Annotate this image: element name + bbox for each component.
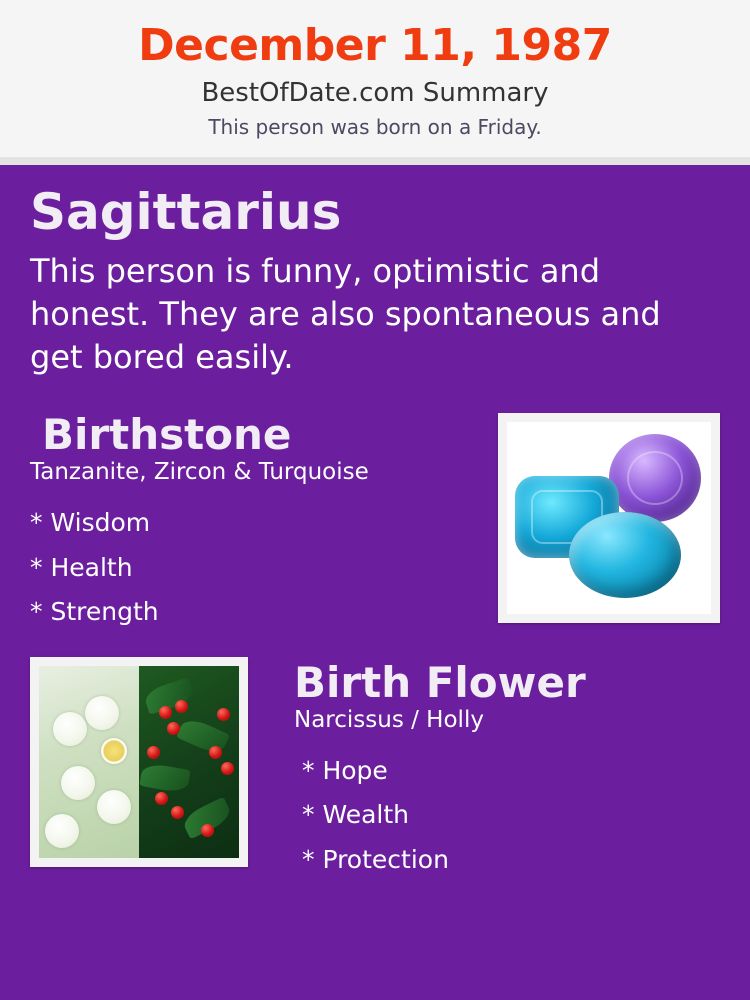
- birth-flower-title: Birth Flower: [294, 657, 586, 707]
- holly-berry: [175, 700, 188, 713]
- gemstones-illustration: [507, 422, 711, 614]
- holly-photo-half: [139, 666, 239, 858]
- birthstone-title: Birthstone: [42, 410, 292, 460]
- flower-petal: [85, 696, 119, 730]
- birth-flower-text: [270, 657, 720, 883]
- holly-berry: [201, 824, 214, 837]
- flower-center: [101, 738, 127, 764]
- birth-flower-names: Narcissus / Holly: [294, 706, 484, 733]
- round-gem-shape: [609, 434, 701, 522]
- holly-berry: [209, 746, 222, 759]
- flower-petal: [45, 814, 79, 848]
- holly-berry: [147, 746, 160, 759]
- list-item: * Wisdom: [30, 508, 151, 538]
- list-item: * Protection: [302, 844, 449, 874]
- born-day-note: This person was born on a Friday.: [208, 114, 542, 139]
- birth-flower-section: [30, 657, 720, 883]
- flower-petal: [53, 712, 87, 746]
- header: [0, 0, 750, 157]
- holly-berry: [221, 762, 234, 775]
- birthstone-text: [30, 410, 480, 635]
- site-summary-label: BestOfDate.com Summary: [201, 77, 549, 108]
- summary-body: [0, 165, 750, 969]
- list-item: * Health: [30, 552, 133, 582]
- holly-berry: [217, 708, 230, 721]
- header-divider: [0, 157, 750, 165]
- holly-berry: [171, 806, 184, 819]
- narcissus-photo-half: [39, 666, 139, 858]
- holly-berry: [159, 706, 172, 719]
- flowers-illustration: [39, 666, 239, 858]
- birthstone-section: [30, 410, 720, 635]
- birthstone-traits: [30, 501, 480, 635]
- birth-flower-image: [30, 657, 248, 867]
- oval-gem-shape: [569, 512, 681, 598]
- page-title-date: December 11, 1987: [138, 20, 612, 71]
- holly-berry: [155, 792, 168, 805]
- birth-flower-traits: [270, 749, 720, 883]
- list-item: * Strength: [30, 597, 159, 627]
- holly-berry: [167, 722, 180, 735]
- list-item: * Hope: [302, 755, 388, 785]
- flower-petal: [61, 766, 95, 800]
- flower-petal: [97, 790, 131, 824]
- birthstone-names: Tanzanite, Zircon & Turquoise: [30, 459, 369, 486]
- birthstone-image: [498, 413, 720, 623]
- holly-leaf: [139, 762, 190, 794]
- zodiac-sign-title: Sagittarius: [30, 182, 342, 241]
- zodiac-description: This person is funny, optimistic and honest. They are also spontaneous and get bored easily.: [30, 251, 661, 376]
- list-item: * Wealth: [302, 800, 409, 830]
